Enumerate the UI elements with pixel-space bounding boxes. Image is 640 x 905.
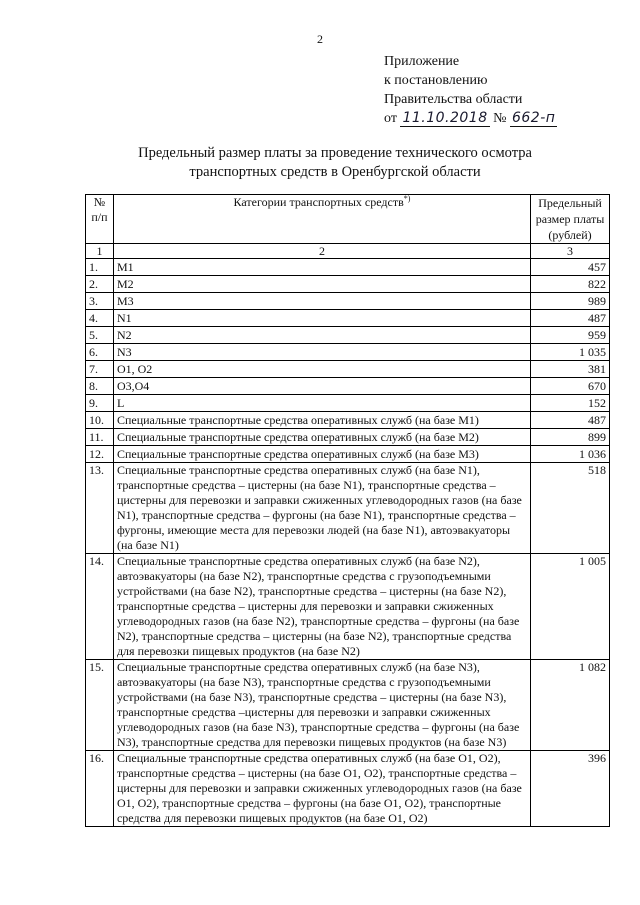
row-number: 10. bbox=[86, 412, 114, 429]
row-number: 5. bbox=[86, 327, 114, 344]
row-number: 6. bbox=[86, 344, 114, 361]
row-number: 1. bbox=[86, 259, 114, 276]
row-category: N2 bbox=[113, 327, 530, 344]
row-number: 11. bbox=[86, 429, 114, 446]
row-category: M2 bbox=[113, 276, 530, 293]
table-row bbox=[86, 412, 610, 429]
table-row bbox=[86, 327, 610, 344]
appendix-date-line bbox=[384, 109, 557, 128]
row-number: 7. bbox=[86, 361, 114, 378]
row-category: Специальные транспортные средства оперативных служб (на базе M3) bbox=[113, 446, 530, 463]
row-category: L bbox=[113, 395, 530, 412]
title-line-1: Предельный размер платы за проведение технического осмотра bbox=[138, 145, 532, 161]
row-price: 959 bbox=[531, 327, 610, 344]
row-category: M3 bbox=[113, 293, 530, 310]
row-price: 1 082 bbox=[531, 660, 610, 751]
row-category: Специальные транспортные средства оперативных служб (на базе N1), транспортные средства – цистерны (на базе N1), транспортные средства – цистерны для перевозки и заправки сжиженных углеводородных газов (на базе N1), транспортные средства – фургоны (на базе N1), транспортные средства – фургоны, имеющие места для перевозки людей (на базе N1), автоэвакуаторы (на базе N1) bbox=[113, 463, 530, 554]
row-price: 1 035 bbox=[531, 344, 610, 361]
row-category: Специальные транспортные средства оперативных служб (на базе N3), автоэвакуаторы (на базе N3), транспортные средства с грузоподъемными устройствами (на базе N3), транспортные средства – цистерны (на базе N3), транспортные средства –цистерны для перевозки и заправки сжиженных углеводородных газов (на базе N3), транспортные средства – фургоны (на базе N3), транспортные средства для перевозки пищевых продуктов (на базе N3) bbox=[113, 660, 530, 751]
decree-date: 11.10.2018 bbox=[402, 110, 488, 126]
row-category: Специальные транспортные средства оперативных служб (на базе O1, O2), транспортные средства – цистерны (на базе O1, O2), транспортные средства – цистерны для перевозки и заправки сжиженных углеводородных газов (на базе O1, O2), транспортные средства – фургоны (на базе O1, O2), транспортные средства для перевозки пищевых продуктов (на базе O1, O2) bbox=[113, 751, 530, 827]
row-number: 3. bbox=[86, 293, 114, 310]
from-label: от bbox=[384, 111, 397, 126]
row-number: 15. bbox=[86, 660, 114, 751]
row-category: Специальные транспортные средства оперативных служб (на базе M1) bbox=[113, 412, 530, 429]
row-price: 487 bbox=[531, 412, 610, 429]
row-category: O1, O2 bbox=[113, 361, 530, 378]
row-number: 8. bbox=[86, 378, 114, 395]
appendix-block bbox=[384, 52, 557, 128]
column-number: 3 bbox=[531, 244, 610, 259]
appendix-line-3: Правительства области bbox=[384, 92, 523, 107]
table-row bbox=[86, 344, 610, 361]
number-label: № bbox=[493, 111, 507, 126]
header-category-label: Категории транспортных средств bbox=[233, 195, 404, 209]
row-category: M1 bbox=[113, 259, 530, 276]
row-price: 518 bbox=[531, 463, 610, 554]
table-row bbox=[86, 446, 610, 463]
table-row bbox=[86, 276, 610, 293]
row-number: 9. bbox=[86, 395, 114, 412]
row-category: O3,O4 bbox=[113, 378, 530, 395]
header-num: № п/п bbox=[86, 195, 114, 244]
table-row bbox=[86, 751, 610, 827]
row-price: 396 bbox=[531, 751, 610, 827]
column-number: 2 bbox=[113, 244, 530, 259]
table-row bbox=[86, 554, 610, 660]
column-number: 1 bbox=[86, 244, 114, 259]
row-number: 13. bbox=[86, 463, 114, 554]
appendix-line-1: Приложение bbox=[384, 54, 460, 69]
header-category bbox=[113, 195, 530, 244]
table-row bbox=[86, 361, 610, 378]
row-price: 152 bbox=[531, 395, 610, 412]
row-number: 4. bbox=[86, 310, 114, 327]
row-price: 381 bbox=[531, 361, 610, 378]
header-price: Предельный размер платы (рублей) bbox=[531, 195, 610, 244]
row-price: 1 036 bbox=[531, 446, 610, 463]
document-title bbox=[100, 144, 570, 182]
appendix-line-2: к постановлению bbox=[384, 73, 488, 88]
column-number-row bbox=[86, 244, 610, 259]
row-category: Специальные транспортные средства оперативных служб (на базе M2) bbox=[113, 429, 530, 446]
table-header-row bbox=[86, 195, 610, 244]
row-price: 899 bbox=[531, 429, 610, 446]
table-row bbox=[86, 463, 610, 554]
row-price: 989 bbox=[531, 293, 610, 310]
table-row bbox=[86, 429, 610, 446]
title-line-2: транспортных средств в Оренбургской области bbox=[189, 164, 481, 180]
row-number: 2. bbox=[86, 276, 114, 293]
row-category: N3 bbox=[113, 344, 530, 361]
row-price: 1 005 bbox=[531, 554, 610, 660]
table-row bbox=[86, 310, 610, 327]
decree-number: 662-п bbox=[511, 110, 556, 126]
row-price: 487 bbox=[531, 310, 610, 327]
table-row bbox=[86, 259, 610, 276]
row-price: 822 bbox=[531, 276, 610, 293]
row-price: 670 bbox=[531, 378, 610, 395]
table-row bbox=[86, 378, 610, 395]
row-number: 12. bbox=[86, 446, 114, 463]
table-row bbox=[86, 395, 610, 412]
row-category: N1 bbox=[113, 310, 530, 327]
table-row bbox=[86, 293, 610, 310]
row-number: 14. bbox=[86, 554, 114, 660]
row-number: 16. bbox=[86, 751, 114, 827]
table-row bbox=[86, 660, 610, 751]
row-category: Специальные транспортные средства оперативных служб (на базе N2), автоэвакуаторы (на базе N2), транспортные средства с грузоподъемными устройствами (на базе N2), транспортные средства – цистерны (на базе N2), транспортные средства – цистерны для перевозки и заправки сжиженных углеводородных газов (на базе N2), транспортные средства – фургоны (на базе N2), транспортные средства – цистерны (на базе N2), транспортные средства для перевозки пищевых продуктов (на базе N2) bbox=[113, 554, 530, 660]
fee-table bbox=[85, 194, 610, 827]
row-price: 457 bbox=[531, 259, 610, 276]
footnote-mark: *) bbox=[403, 194, 411, 203]
page-number: 2 bbox=[317, 32, 323, 46]
